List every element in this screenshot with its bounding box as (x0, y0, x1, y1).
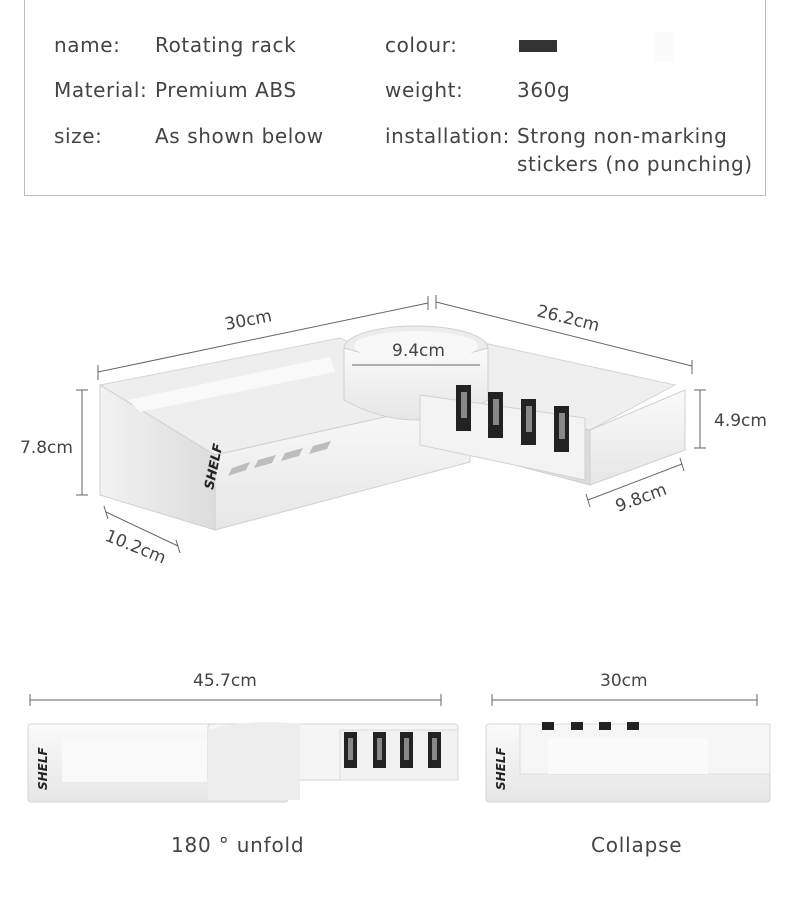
dim-height-right: 4.9cm (714, 411, 767, 431)
dimension-line-unfold (30, 694, 441, 706)
dim-length-right: 26.2cm (534, 301, 602, 337)
size-value: As shown below (155, 124, 324, 148)
dim-collapse-length: 30cm (600, 671, 648, 691)
dim-length-left: 30cm (223, 306, 274, 335)
weight-label: weight: (385, 78, 464, 102)
dimension-line-collapse (492, 694, 757, 706)
brand-logo-collapse: SHELF (494, 747, 508, 790)
caption-unfold: 180 ° unfold (171, 833, 305, 857)
name-label: name: (54, 33, 121, 57)
shelf-collapsed (486, 722, 770, 802)
material-label: Material: (54, 78, 148, 102)
size-label: size: (54, 124, 103, 148)
installation-label: installation: (385, 124, 510, 148)
dim-depth-left: 10.2cm (102, 526, 169, 569)
brand-logo-iso: SHELF (202, 442, 227, 491)
material-value: Premium ABS (155, 78, 297, 102)
caption-collapse: Collapse (591, 833, 683, 857)
name-value: Rotating rack (155, 33, 297, 57)
weight-value: 360g (517, 78, 571, 102)
colour-label: colour: (385, 33, 458, 57)
dim-unfold-length: 45.7cm (193, 671, 257, 691)
installation-value-line1: Strong non-marking (517, 124, 728, 148)
dim-height-left: 7.8cm (20, 438, 73, 458)
dim-cup-diameter: 9.4cm (392, 341, 445, 361)
dim-depth-right: 9.8cm (612, 479, 670, 517)
installation-value-line2: stickers (no punching) (517, 152, 753, 176)
brand-logo-unfold: SHELF (36, 747, 50, 790)
shelf-unfolded (28, 722, 458, 802)
